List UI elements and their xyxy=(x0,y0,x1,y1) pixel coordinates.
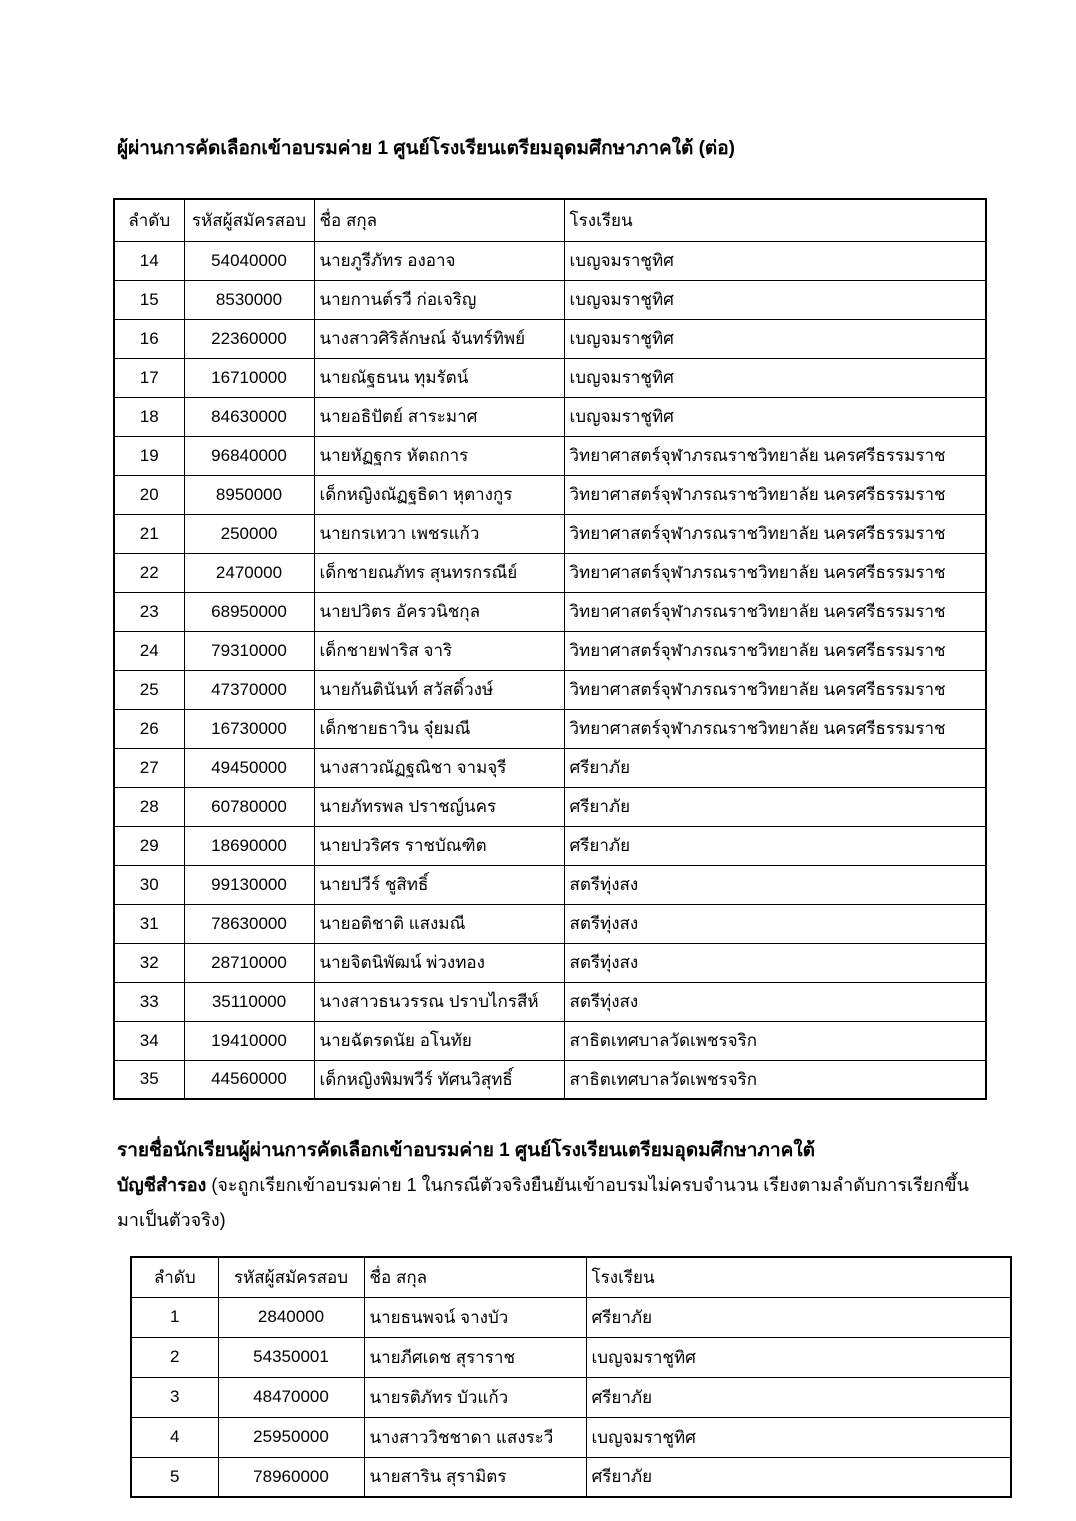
table-row xyxy=(114,592,986,631)
school-cell: ศรียาภัย xyxy=(586,1297,1011,1337)
name-cell: นายฉัตรดนัย อโนทัย xyxy=(314,1021,564,1060)
table-row xyxy=(131,1377,1011,1417)
applicant-id-cell: 19410000 xyxy=(184,1021,314,1060)
applicant-id-cell: 54350001 xyxy=(218,1337,364,1377)
header-cell: ชื่อ สกุล xyxy=(314,199,564,241)
order-cell: 33 xyxy=(114,982,184,1021)
table-row xyxy=(114,787,986,826)
table-row xyxy=(114,553,986,592)
school-cell: เบญจมราชูทิศ xyxy=(586,1417,1011,1457)
school-cell: สตรีทุ่งสง xyxy=(564,982,986,1021)
header-row xyxy=(114,199,986,241)
applicant-id-cell: 49450000 xyxy=(184,748,314,787)
applicant-id-cell: 2470000 xyxy=(184,553,314,592)
school-cell: เบญจมราชูทิศ xyxy=(586,1337,1011,1377)
table-row xyxy=(114,436,986,475)
school-cell: วิทยาศาสตร์จุฬาภรณราชวิทยาลัย นครศรีธรรมราช xyxy=(564,592,986,631)
school-cell: สตรีทุ่งสง xyxy=(564,943,986,982)
order-cell: 19 xyxy=(114,436,184,475)
header-cell: รหัสผู้สมัครสอบ xyxy=(218,1257,364,1297)
header-cell: ลำดับ xyxy=(131,1257,218,1297)
reserve-note-text: (จะถูกเรียกเข้าอบรมค่าย 1 ในกรณีตัวจริงยืนยันเข้าอบรมไม่ครบจำนวน เรียงตามลำดับการเรียกขึ้นมาเป็นตัวจริง) xyxy=(117,1175,969,1230)
name-cell: เด็กหญิงณัฏฐธิดา หุตางกูร xyxy=(314,475,564,514)
name-cell: นายหัฏฐกร หัตถการ xyxy=(314,436,564,475)
page-title: ผู้ผ่านการคัดเลือกเข้าอบรมค่าย 1 ศูนย์โรงเรียนเตรียมอุดมศึกษาภาคใต้ (ต่อ) xyxy=(117,138,736,159)
order-cell: 23 xyxy=(114,592,184,631)
table-row xyxy=(114,397,986,436)
applicant-id-cell: 22360000 xyxy=(184,319,314,358)
applicant-id-cell: 60780000 xyxy=(184,787,314,826)
table-row xyxy=(114,514,986,553)
order-cell: 24 xyxy=(114,631,184,670)
table-row xyxy=(114,709,986,748)
name-cell: นายภีศเดช สุราราช xyxy=(364,1337,586,1377)
school-cell: วิทยาศาสตร์จุฬาภรณราชวิทยาลัย นครศรีธรรมราช xyxy=(564,436,986,475)
school-cell: ศรียาภัย xyxy=(564,748,986,787)
school-cell: ศรียาภัย xyxy=(564,787,986,826)
applicant-id-cell: 79310000 xyxy=(184,631,314,670)
name-cell: เด็กชายธาวิน จุ๋ยมณี xyxy=(314,709,564,748)
name-cell: นายจิตนิพัฒน์ พ่วงทอง xyxy=(314,943,564,982)
order-cell: 28 xyxy=(114,787,184,826)
name-cell: นายกันตินันท์ สวัสดิ์วงษ์ xyxy=(314,670,564,709)
reserve-note xyxy=(117,1168,979,1238)
school-cell: ศรียาภัย xyxy=(586,1457,1011,1497)
table-row xyxy=(114,319,986,358)
school-cell: เบญจมราชูทิศ xyxy=(564,397,986,436)
applicant-id-cell: 28710000 xyxy=(184,943,314,982)
school-cell: สตรีทุ่งสง xyxy=(564,865,986,904)
applicant-id-cell: 54040000 xyxy=(184,241,314,280)
name-cell: นางสาวณัฏฐณิชา จามจุรี xyxy=(314,748,564,787)
header-cell: ลำดับ xyxy=(114,199,184,241)
order-cell: 15 xyxy=(114,280,184,319)
name-cell: นายปวีร์ ชูสิทธิ์ xyxy=(314,865,564,904)
order-cell: 29 xyxy=(114,826,184,865)
header-cell: โรงเรียน xyxy=(586,1257,1011,1297)
name-cell: นายอธิปัตย์ สาระมาศ xyxy=(314,397,564,436)
school-cell: ศรียาภัย xyxy=(586,1377,1011,1417)
table-row xyxy=(114,748,986,787)
school-cell: สตรีทุ่งสง xyxy=(564,904,986,943)
order-cell: 2 xyxy=(131,1337,218,1377)
table-row xyxy=(114,670,986,709)
school-cell: ศรียาภัย xyxy=(564,826,986,865)
applicant-id-cell: 99130000 xyxy=(184,865,314,904)
name-cell: นายณัฐธนน ทุมรัตน์ xyxy=(314,358,564,397)
selected-students-table xyxy=(113,198,987,1100)
table-row xyxy=(114,280,986,319)
name-cell: นายกานต์รวี ก่อเจริญ xyxy=(314,280,564,319)
applicant-id-cell: 18690000 xyxy=(184,826,314,865)
table-row xyxy=(114,982,986,1021)
table-row xyxy=(114,826,986,865)
name-cell: นางสาววิชชาดา แสงระวี xyxy=(364,1417,586,1457)
school-cell: วิทยาศาสตร์จุฬาภรณราชวิทยาลัย นครศรีธรรมราช xyxy=(564,514,986,553)
applicant-id-cell: 96840000 xyxy=(184,436,314,475)
name-cell: นายอติชาติ แสงมณี xyxy=(314,904,564,943)
name-cell: นายกรเทวา เพชรแก้ว xyxy=(314,514,564,553)
order-cell: 35 xyxy=(114,1060,184,1099)
order-cell: 21 xyxy=(114,514,184,553)
order-cell: 4 xyxy=(131,1417,218,1457)
table-row xyxy=(131,1337,1011,1377)
order-cell: 18 xyxy=(114,397,184,436)
order-cell: 34 xyxy=(114,1021,184,1060)
table-row xyxy=(114,241,986,280)
table-row xyxy=(114,1021,986,1060)
applicant-id-cell: 84630000 xyxy=(184,397,314,436)
school-cell: เบญจมราชูทิศ xyxy=(564,319,986,358)
order-cell: 17 xyxy=(114,358,184,397)
header-cell: ชื่อ สกุล xyxy=(364,1257,586,1297)
applicant-id-cell: 8950000 xyxy=(184,475,314,514)
name-cell: นางสาวธนวรรณ ปราบไกรสีห์ xyxy=(314,982,564,1021)
order-cell: 16 xyxy=(114,319,184,358)
applicant-id-cell: 48470000 xyxy=(218,1377,364,1417)
applicant-id-cell: 2840000 xyxy=(218,1297,364,1337)
applicant-id-cell: 16710000 xyxy=(184,358,314,397)
applicant-id-cell: 78960000 xyxy=(218,1457,364,1497)
name-cell: นายภูรีภัทร องอาจ xyxy=(314,241,564,280)
order-cell: 1 xyxy=(131,1297,218,1337)
table-row xyxy=(114,865,986,904)
table-row xyxy=(114,631,986,670)
name-cell: นายปวิตร อัครวนิชกุล xyxy=(314,592,564,631)
order-cell: 26 xyxy=(114,709,184,748)
applicant-id-cell: 78630000 xyxy=(184,904,314,943)
applicant-id-cell: 44560000 xyxy=(184,1060,314,1099)
table-row xyxy=(114,904,986,943)
applicant-id-cell: 35110000 xyxy=(184,982,314,1021)
reserve-students-table xyxy=(130,1256,1012,1498)
name-cell: นายรติภัทร บัวแก้ว xyxy=(364,1377,586,1417)
name-cell: นายสาริน สุรามิตร xyxy=(364,1457,586,1497)
order-cell: 27 xyxy=(114,748,184,787)
table-row xyxy=(131,1417,1011,1457)
school-cell: เบญจมราชูทิศ xyxy=(564,241,986,280)
name-cell: เด็กชายฟาริส จาริ xyxy=(314,631,564,670)
applicant-id-cell: 47370000 xyxy=(184,670,314,709)
school-cell: เบญจมราชูทิศ xyxy=(564,280,986,319)
reserve-label: บัญชีสำรอง xyxy=(117,1175,207,1195)
reserve-section-title: รายชื่อนักเรียนผู้ผ่านการคัดเลือกเข้าอบรมค่าย 1 ศูนย์โรงเรียนเตรียมอุดมศึกษาภาคใต้ xyxy=(117,1140,815,1161)
school-cell: เบญจมราชูทิศ xyxy=(564,358,986,397)
name-cell: นางสาวศิริลักษณ์ จันทร์ทิพย์ xyxy=(314,319,564,358)
school-cell: วิทยาศาสตร์จุฬาภรณราชวิทยาลัย นครศรีธรรมราช xyxy=(564,553,986,592)
name-cell: นายปวริศร ราชบัณฑิต xyxy=(314,826,564,865)
order-cell: 20 xyxy=(114,475,184,514)
applicant-id-cell: 25950000 xyxy=(218,1417,364,1457)
table-row xyxy=(114,1060,986,1099)
order-cell: 30 xyxy=(114,865,184,904)
table-row xyxy=(131,1457,1011,1497)
table-row xyxy=(114,358,986,397)
name-cell: นายธนพจน์ จางบัว xyxy=(364,1297,586,1337)
school-cell: วิทยาศาสตร์จุฬาภรณราชวิทยาลัย นครศรีธรรมราช xyxy=(564,670,986,709)
school-cell: สาธิตเทศบาลวัดเพชรจริก xyxy=(564,1021,986,1060)
header-row xyxy=(131,1257,1011,1297)
table-row xyxy=(131,1297,1011,1337)
order-cell: 14 xyxy=(114,241,184,280)
applicant-id-cell: 250000 xyxy=(184,514,314,553)
order-cell: 25 xyxy=(114,670,184,709)
name-cell: เด็กชายณภัทร สุนทรกรณีย์ xyxy=(314,553,564,592)
applicant-id-cell: 8530000 xyxy=(184,280,314,319)
table-row xyxy=(114,943,986,982)
order-cell: 31 xyxy=(114,904,184,943)
school-cell: วิทยาศาสตร์จุฬาภรณราชวิทยาลัย นครศรีธรรมราช xyxy=(564,709,986,748)
order-cell: 22 xyxy=(114,553,184,592)
table-row xyxy=(114,475,986,514)
school-cell: สาธิตเทศบาลวัดเพชรจริก xyxy=(564,1060,986,1099)
header-cell: รหัสผู้สมัครสอบ xyxy=(184,199,314,241)
name-cell: นายภัทรพล ปราชญ์นคร xyxy=(314,787,564,826)
order-cell: 3 xyxy=(131,1377,218,1417)
order-cell: 5 xyxy=(131,1457,218,1497)
order-cell: 32 xyxy=(114,943,184,982)
school-cell: วิทยาศาสตร์จุฬาภรณราชวิทยาลัย นครศรีธรรมราช xyxy=(564,631,986,670)
applicant-id-cell: 68950000 xyxy=(184,592,314,631)
applicant-id-cell: 16730000 xyxy=(184,709,314,748)
school-cell: วิทยาศาสตร์จุฬาภรณราชวิทยาลัย นครศรีธรรมราช xyxy=(564,475,986,514)
header-cell: โรงเรียน xyxy=(564,199,986,241)
name-cell: เด็กหญิงพิมพวีร์ ทัศนวิสุทธิ์ xyxy=(314,1060,564,1099)
